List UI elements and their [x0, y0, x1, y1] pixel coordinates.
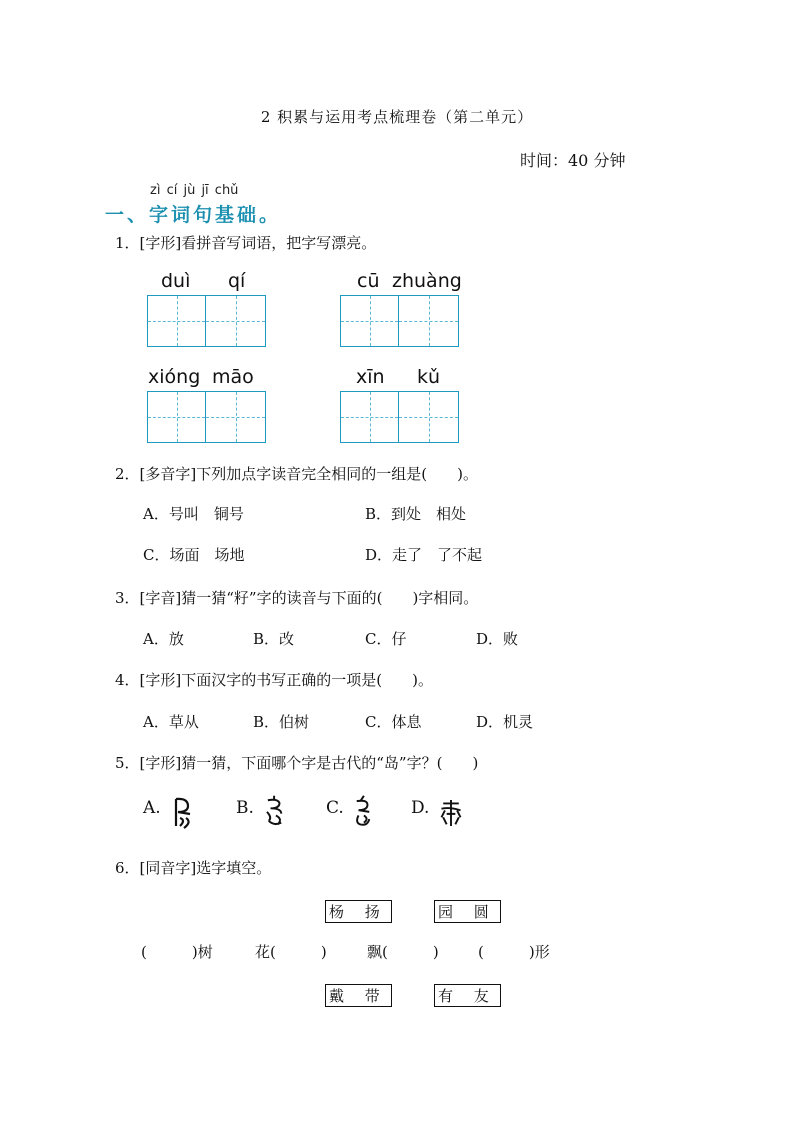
section-title: 一、字词句基础。	[105, 204, 282, 226]
q4-option-b[interactable]: B．伯树	[253, 713, 310, 731]
pinyin-3b: māo	[212, 366, 254, 388]
seal-script-glyph-a-icon	[170, 796, 196, 830]
grid-cell[interactable]	[206, 295, 266, 347]
question-5: 5．[字形]猜一猜，下面哪个字是古代的“岛”字？( )	[115, 754, 479, 772]
writing-grid-1[interactable]	[147, 295, 266, 347]
grid-cell[interactable]	[340, 391, 399, 443]
q4-option-a[interactable]: A．草从	[143, 713, 199, 731]
page-title: 2 积累与运用考点梳理卷（第二单元）	[260, 108, 534, 126]
q3-option-a[interactable]: A．放	[143, 630, 184, 648]
writing-grid-4[interactable]	[340, 391, 459, 443]
q2-option-a[interactable]: A．号叫 铜号	[143, 505, 244, 523]
section-pinyin: zì cí jù jī chǔ	[150, 183, 239, 198]
grid-cell[interactable]	[399, 391, 459, 443]
pinyin-4b: kǔ	[417, 366, 441, 388]
fill-blank-2[interactable]: 花( )	[255, 943, 327, 961]
question-4: 4．[字形]下面汉字的书写正确的一项是( )。	[115, 671, 433, 689]
pinyin-2b: zhuàng	[392, 270, 462, 292]
grid-cell[interactable]	[399, 295, 459, 347]
q2-option-c[interactable]: C．场面 场地	[143, 546, 245, 564]
grid-cell[interactable]	[147, 391, 206, 443]
pinyin-1a: duì	[161, 270, 191, 292]
q3-option-c[interactable]: C．仔	[365, 630, 407, 648]
q2-option-b[interactable]: B．到处 相处	[365, 505, 467, 523]
grid-cell[interactable]	[340, 295, 399, 347]
q2-option-d[interactable]: D．走了 了不起	[365, 546, 483, 564]
q4-option-c[interactable]: C．体息	[365, 713, 422, 731]
writing-grid-3[interactable]	[147, 391, 266, 443]
pinyin-4a: xīn	[356, 366, 385, 388]
char-pair-box-2: 园 圆	[434, 900, 501, 923]
pinyin-3a: xióng	[148, 366, 201, 388]
seal-script-glyph-d-icon	[438, 796, 464, 830]
q5-option-a[interactable]	[143, 798, 161, 818]
q5-option-c[interactable]	[326, 798, 344, 818]
option-label: A.	[143, 798, 161, 818]
char-pair-box-3: 戴 带	[325, 984, 392, 1007]
char-pair-box-4: 有 友	[434, 984, 501, 1007]
fill-blank-3[interactable]: 飘( )	[367, 943, 439, 961]
time-limit: 时间：40 分钟	[520, 151, 626, 170]
grid-cell[interactable]	[206, 391, 266, 443]
option-label: D.	[411, 798, 430, 818]
q3-option-b[interactable]: B．改	[253, 630, 295, 648]
char-pair-box-1: 杨 扬	[325, 900, 392, 923]
q3-option-d[interactable]: D．败	[476, 630, 519, 648]
option-label: C.	[326, 798, 344, 818]
question-1: 1．[字形]看拼音写词语，把字写漂亮。	[115, 234, 377, 252]
q5-option-b[interactable]	[236, 798, 254, 818]
seal-script-glyph-c-icon	[350, 794, 376, 828]
seal-script-glyph-b-icon	[262, 794, 288, 828]
fill-blank-1[interactable]: ( )树	[141, 943, 213, 961]
pinyin-1b: qí	[228, 270, 246, 292]
fill-blank-4[interactable]: ( )形	[478, 943, 550, 961]
option-label: B.	[236, 798, 254, 818]
q5-option-d[interactable]	[411, 798, 429, 818]
writing-grid-2[interactable]	[340, 295, 459, 347]
question-3: 3．[字音]猜一猜“籽”字的读音与下面的( )字相同。	[115, 589, 479, 607]
pinyin-2a: cū	[357, 270, 380, 292]
question-2: 2．[多音字]下列加点字读音完全相同的一组是( )。	[115, 465, 478, 483]
question-6: 6．[同音字]选字填空。	[115, 859, 272, 877]
q4-option-d[interactable]: D．机灵	[476, 713, 534, 731]
grid-cell[interactable]	[147, 295, 206, 347]
